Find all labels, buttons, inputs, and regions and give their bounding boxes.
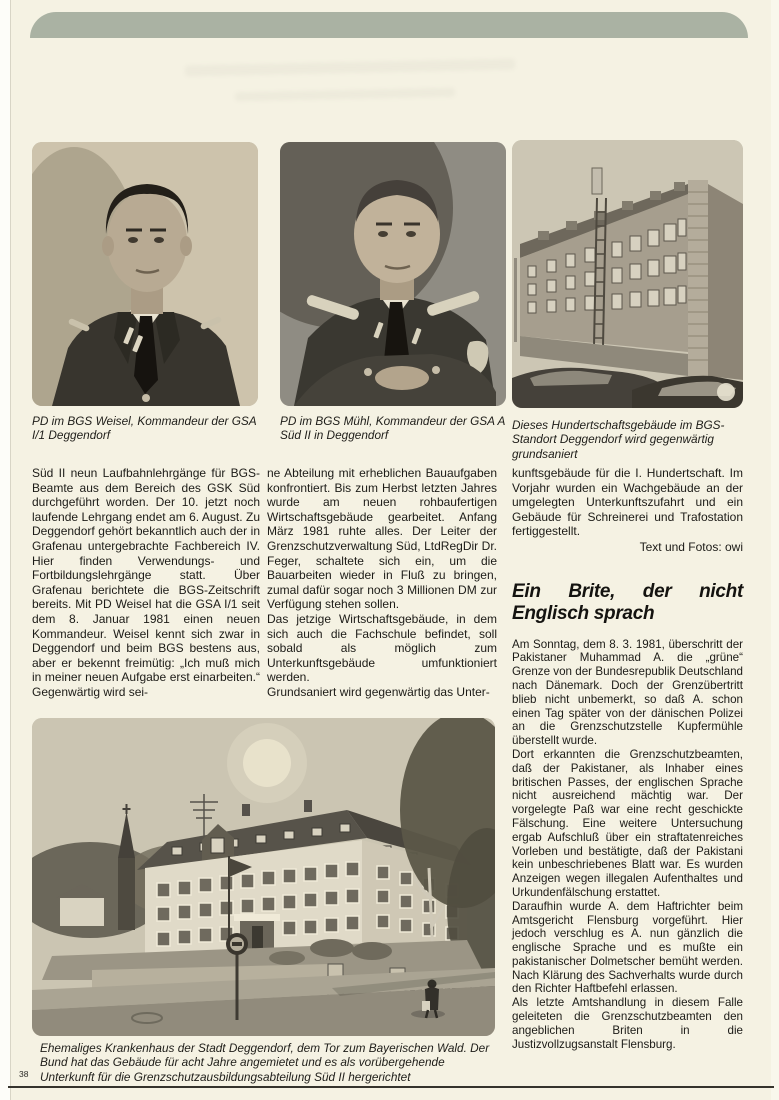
article-paragraph: Als letzte Amtshandlung in diesem Falle geleiteten die Grenzschutzbeamten den angeblichen Briten in die Justizvollzugsanstalt Flensburg. — [512, 996, 743, 1051]
article-paragraph: Dort erkannten die Grenzschutzbeamten, daß der Pakistaner, als Inhaber eines britischen Passes, der englischen Sprache nicht ausreichend mächtig war. Der vorgelegte Paß war eine recht geschickte Fälschung. Eine weitere Untersuchung ergab Aufschluß über ein straftatenreiches Vorleben und bestätigte, daß der Pakistani kein unbeschriebenes Blatt war. Es wurden Anzeigen wegen illegalen Aufenthaltes und Urkundenfälschung erstattet. — [512, 747, 743, 899]
article-paragraph: kunftsgebäude für die I. Hundertschaft. Im Vorjahr wurden ein Wachgebäude an der umgelegten Unterkunftszufahrt und ein Gebäude für Schreinerei und Trafostation fertiggestellt. — [512, 466, 743, 539]
photo-credit: Text und Fotos: owi — [639, 539, 743, 554]
scan-edge-right — [771, 0, 779, 1100]
scan-edge-left — [0, 0, 11, 1100]
photo-hundertschaft-building — [512, 140, 743, 408]
caption-krankenhaus: Ehemaliges Krankenhaus der Stadt Deggendorf, dem Tor zum Bayerischen Wald. Der Bund hat das Gebäude für acht Jahre angemietet und es als vorübergehende Unterkunft für die Grenzschutzausbildungsabteilung Süd II hergerichtet — [40, 1041, 490, 1084]
article-deggendorf-column-1: Süd II neun Laufbahnlehrgänge für BGS-Beamte aus dem Bereich des GSK Süd durchgeführt worden. Der 10. jetzt noch laufende Lehrgang endet am 6. August. Zu Deggendorf gehört bekanntlich auch der in Grafenau untergebrachte Fachbereich IV. Hier finden Verwendungs- und Fortbildungslehrgänge statt. Über Grafenau berichtete die BGS-Zeitschrift bereits. Mit PD Weisel hat die GSA I/1 seit dem 8. Januar 1981 einen neuen Kommandeur. Weisel kennt sich zwar in Deggendorf und beim BGS bestens aus, aber er bekennt freimütig: „Ich muß mich in meiner neuen Aufgabe erst einarbeiten.“ Gegenwärtig wird sei- — [32, 466, 260, 699]
photo-muehl-portrait — [280, 142, 506, 406]
article-column-3 — [512, 466, 743, 1086]
photo-weisel-portrait — [32, 142, 258, 406]
caption-muehl: PD im BGS Mühl, Kommandeur der GSA A Süd II in Deggendorf — [280, 414, 505, 443]
page-frame-top-band — [30, 12, 748, 38]
page-number: 38 — [19, 1069, 29, 1079]
photo-krankenhaus-building — [32, 718, 495, 1036]
article-brite-headline: Ein Brite, der nicht Englisch sprach — [512, 580, 743, 624]
caption-hundertschaft: Dieses Hundertschaftsgebäude im BGS-Standort Deggendorf wird gegenwärtig grundsaniert — [512, 418, 725, 461]
bottom-rule — [8, 1086, 774, 1088]
article-brite-body — [512, 638, 743, 1052]
ink-bleed-through — [185, 59, 515, 77]
ink-bleed-through — [235, 88, 455, 102]
article-paragraph: Am Sonntag, dem 8. 3. 1981, überschritt der Pakistaner Muhammad A. die „grüne“ Grenze von der Bundesrepublik Deutschland nach Dänemark. Doch der Grenzübertritt blieb nicht unbemerkt, so daß A. schon einen Tag später von der dänischen Polizei an die Grenzschutzstelle Kupfermühle überstellt wurde. — [512, 637, 743, 748]
article-paragraph: ne Abteilung mit erheblichen Bauaufgaben konfrontiert. Bis zum Herbst letzten Jahres wurde am neuen rohbaufertigen Wirtschaftsgebäude gearbeitet. Anfang März 1981 ruhte alles. Der Leiter der Grenzschutzverwaltung Süd, LtdRegDir Dr. Feger, schaltete sich ein, um die Bauarbeiten wieder in Fluß zu bringen, zumal dafür sogar noch 3 Millionen DM zur Verfügung stehen sollen. — [267, 466, 497, 612]
caption-weisel: PD im BGS Weisel, Kommandeur der GSA I/1 Deggendorf — [32, 414, 257, 443]
article-paragraph: Daraufhin wurde A. dem Haftrichter beim Amtsgericht Flensburg vorgeführt. Hier jedoch verschlug es A. nun gänzlich die englische Sprache und es mußte ein pakistanischer Dolmetscher bemüht werden. Nach Klärung des Sachverhalts wurde durch den Richter Haftbefehl erlassen. — [512, 899, 743, 996]
article-paragraph: Das jetzige Wirtschaftsgebäude, in dem sich auch die Fachschule befindet, soll sobald als möglich zum Unterkunftsgebäude umfunktioniert werden. — [267, 611, 497, 685]
article-paragraph: Grundsaniert wird gegenwärtig das Unter- — [267, 684, 490, 699]
article-deggendorf-column-2 — [267, 466, 497, 700]
